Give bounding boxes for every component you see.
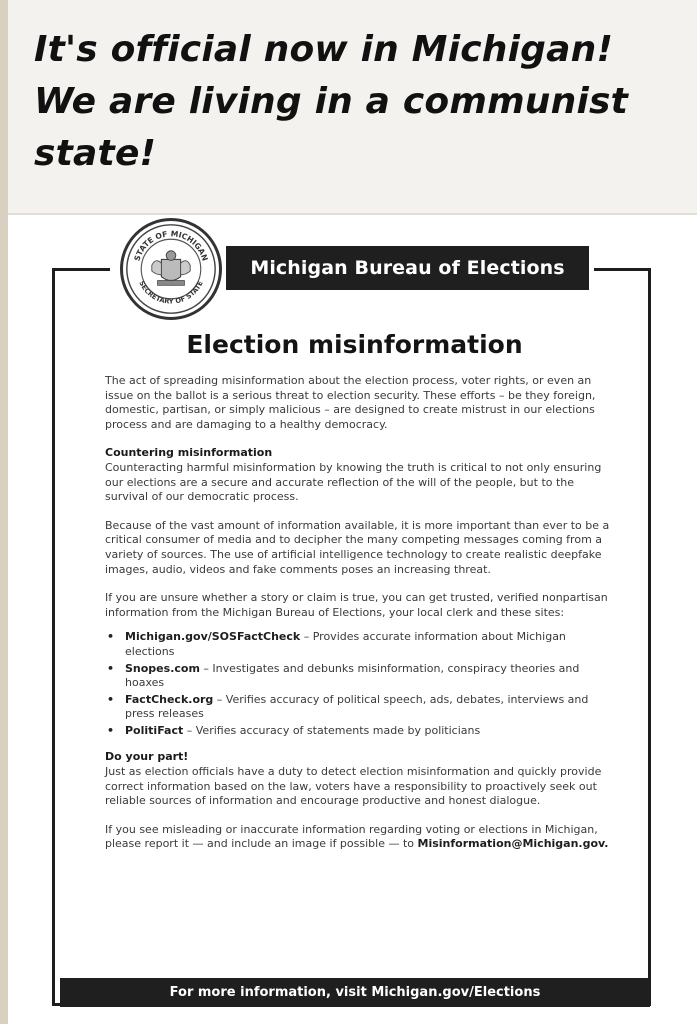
report-email: Misinformation@Michigan.gov. [417,837,609,851]
bullet-icon: • [107,723,115,737]
list-item [105,693,615,722]
bureau-header: Michigan Bureau of Elections [226,246,589,290]
unsure-paragraph: If you are unsure whether a story or claim is true, you can get trusted, verified nonpartisan information from the Michigan Bureau of Elections, your local clerk and these sites: [105,591,608,619]
bullet-icon: • [107,630,115,644]
report-text: If you see misleading or inaccurate information regarding voting or elections in Michigan, please report it — and include an image if possible — to [105,822,598,851]
post-caption: It's official now in Michigan! We are living in a communist state! [34,29,629,174]
list-item [105,662,615,691]
countering-section [105,446,615,504]
seal-top-text: STATE OF MICHIGAN [132,229,210,263]
footer-bar: For more information, visit Michigan.gov/Elections [60,978,650,1007]
site-name: Michigan.gov/SOSFactCheck [125,630,301,644]
post-caption-area [8,0,697,214]
bullet-icon: • [107,661,115,675]
site-name: Snopes.com [125,661,200,675]
michigan-seal-icon [120,218,222,320]
report-paragraph [105,823,615,852]
countering-heading: Countering misinformation [105,446,273,460]
site-description: – Verifies accuracy of political speech, ads, debates, interviews and press releases [125,692,589,721]
left-page-edge [0,0,8,1024]
site-description: – Verifies accuracy of statements made by politicians [183,723,481,737]
site-description: – Investigates and debunks misinformation, conspiracy theories and hoaxes [125,661,580,690]
site-name: FactCheck.org [125,692,214,706]
intro-paragraph: The act of spreading misinformation about the election process, voter rights, or even an issue on the ballot is a serious threat to election security. These efforts – be they foreign, domestic, partisan, or simply malicious – are designed to create mistrust in our elections process and are damaging to a healthy democracy. [105,374,596,431]
fact-check-site-list [105,630,615,738]
do-your-part-heading: Do your part! [105,750,189,764]
do-your-part-section [105,750,615,808]
countering-paragraph: Counteracting harmful misinformation by knowing the truth is critical to not only ensuring our elections are a secure and accurate reflection of the will of the people, but to the survival of our democratic process. [105,460,602,504]
list-item [105,630,615,659]
volume-paragraph: Because of the vast amount of information available, it is more important than ever to be a critical consumer of media and to decipher the many competing messages coming from a variety of sources. The use of artificial intelligence technology to create realistic deepfake images, audio, videos and fake comments poses an increasing threat. [105,518,610,576]
site-name: PolitiFact [125,723,184,737]
do-your-part-paragraph: Just as election officials have a duty to detect election misinformation and quickly provide correct information based on the law, voters have a responsibility to proactively seek out reliable sources of information and encourage productive and honest dialogue. [105,765,602,808]
post-page [8,0,697,1024]
flyer-body [105,374,615,866]
list-item [105,724,615,739]
bullet-icon: • [107,692,115,706]
seal-bottom-text: SECRETARY OF STATE [137,279,205,306]
flyer-title: Election misinformation [186,330,523,359]
site-description: – Provides accurate information about Michigan elections [125,630,566,658]
